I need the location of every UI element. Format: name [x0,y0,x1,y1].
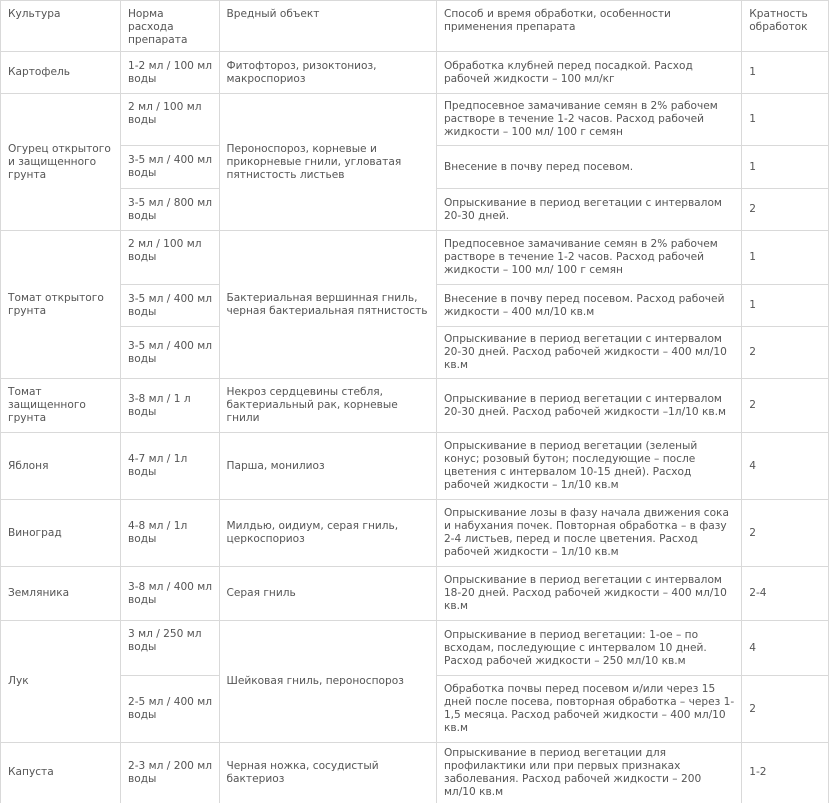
rate-cell: 3-5 мл / 400 мл воды [120,146,219,189]
table-header-row [1,1,829,52]
object-cell: Фитофтороз, ризоктониоз, макроспориоз [219,52,436,94]
header-object: Вредный объект [219,1,436,52]
rate-cell: 2 мл / 100 мл воды [120,94,219,146]
rate-cell: 3-8 мл / 1 л воды [120,379,219,433]
crop-cell: Огурец открытого и защищенного грунта [1,94,121,231]
method-cell: Опрыскивание в период вегетации для профилактики или при первых признаках заболевания. Расход рабочей жидкости – 200 мл/10 кв.м [436,743,741,803]
times-cell: 1 [742,146,829,189]
rate-cell: 4-7 мл / 1л воды [120,433,219,500]
method-cell: Опрыскивание в период вегетации: 1-ое – по всходам, последующие с интервалом 10 дней. Расход рабочей жидкости – 250 мл/10 кв.м [436,621,741,676]
times-cell: 1 [742,231,829,285]
rate-cell: 3-5 мл / 400 мл воды [120,285,219,327]
rate-cell: 3-5 мл / 400 мл воды [120,327,219,379]
times-cell: 4 [742,433,829,500]
method-cell: Предпосевное замачивание семян в 2% рабочем растворе в течение 1-2 часов. Расход рабочей жидкости – 100 мл/ 100 г семян [436,231,741,285]
rate-cell: 1-2 мл / 100 мл воды [120,52,219,94]
method-cell: Внесение в почву перед посевом. [436,146,741,189]
table-row [1,743,829,803]
header-rate: Норма расхода препарата [120,1,219,52]
table-row [1,500,829,567]
method-cell: Опрыскивание в период вегетации (зеленый конус; розовый бутон; последующие – после цветения с интервалом 10-15 дней). Расход рабочей жидкости – 1л/10 кв.м [436,433,741,500]
object-cell: Милдью, оидиум, серая гниль, церкоспориоз [219,500,436,567]
object-cell: Парша, монилиоз [219,433,436,500]
crop-cell: Виноград [1,500,121,567]
method-cell: Обработка почвы перед посевом и/или через 15 дней после посева, повторная обработка – через 1-1,5 месяца. Расход рабочей жидкости – 400 мл/10 кв.м [436,676,741,743]
times-cell: 1 [742,52,829,94]
method-cell: Опрыскивание в период вегетации с интервалом 18-20 дней. Расход рабочей жидкости – 400 мл/10 кв.м [436,567,741,621]
table-row [1,231,829,285]
crop-cell: Томат защищенного грунта [1,379,121,433]
method-cell: Предпосевное замачивание семян в 2% рабочем растворе в течение 1-2 часов. Расход рабочей жидкости – 100 мл/ 100 г семян [436,94,741,146]
header-method: Способ и время обработки, особенности применения препарата [436,1,741,52]
rate-cell: 2-5 мл / 400 мл воды [120,676,219,743]
times-cell: 2 [742,500,829,567]
table-row [1,621,829,676]
rate-cell: 4-8 мл / 1л воды [120,500,219,567]
rate-cell: 3-8 мл / 400 мл воды [120,567,219,621]
rate-cell: 3 мл / 250 мл воды [120,621,219,676]
times-cell: 4 [742,621,829,676]
method-cell: Опрыскивание в период вегетации с интервалом 20-30 дней. Расход рабочей жидкости –1л/10 кв.м [436,379,741,433]
table-row [1,94,829,146]
object-cell: Некроз сердцевины стебля, бактериальный рак, корневые гнили [219,379,436,433]
header-times: Кратность обработок [742,1,829,52]
times-cell: 2-4 [742,567,829,621]
times-cell: 2 [742,327,829,379]
rate-cell: 2-3 мл / 200 мл воды [120,743,219,803]
crop-cell: Томат открытого грунта [1,231,121,379]
object-cell: Пероноспороз, корневые и прикорневые гнили, угловатая пятнистость листьев [219,94,436,231]
times-cell: 2 [742,189,829,231]
times-cell: 1 [742,94,829,146]
object-cell: Черная ножка, сосудистый бактериоз [219,743,436,803]
crop-cell: Лук [1,621,121,743]
table-row [1,379,829,433]
crop-cell: Яблоня [1,433,121,500]
times-cell: 2 [742,676,829,743]
object-cell: Шейковая гниль, пероноспороз [219,621,436,743]
times-cell: 1 [742,285,829,327]
table-row [1,52,829,94]
table-row [1,567,829,621]
crop-cell: Капуста [1,743,121,803]
rate-cell: 3-5 мл / 800 мл воды [120,189,219,231]
method-cell: Опрыскивание лозы в фазу начала движения сока и набухания почек. Повторная обработка – в фазу 2-4 листьев, перед и после цветения. Расход рабочей жидкости – 1л/10 кв.м [436,500,741,567]
header-crop: Культура [1,1,121,52]
method-cell: Обработка клубней перед посадкой. Расход рабочей жидкости – 100 мл/кг [436,52,741,94]
object-cell: Бактериальная вершинная гниль, черная бактериальная пятнистость [219,231,436,379]
object-cell: Серая гниль [219,567,436,621]
method-cell: Опрыскивание в период вегетации с интервалом 20-30 дней. Расход рабочей жидкости – 400 мл/10 кв.м [436,327,741,379]
table-row [1,433,829,500]
crop-cell: Картофель [1,52,121,94]
rate-cell: 2 мл / 100 мл воды [120,231,219,285]
method-cell: Внесение в почву перед посевом. Расход рабочей жидкости – 400 мл/10 кв.м [436,285,741,327]
crop-cell: Земляника [1,567,121,621]
times-cell: 1-2 [742,743,829,803]
method-cell: Опрыскивание в период вегетации с интервалом 20-30 дней. [436,189,741,231]
times-cell: 2 [742,379,829,433]
